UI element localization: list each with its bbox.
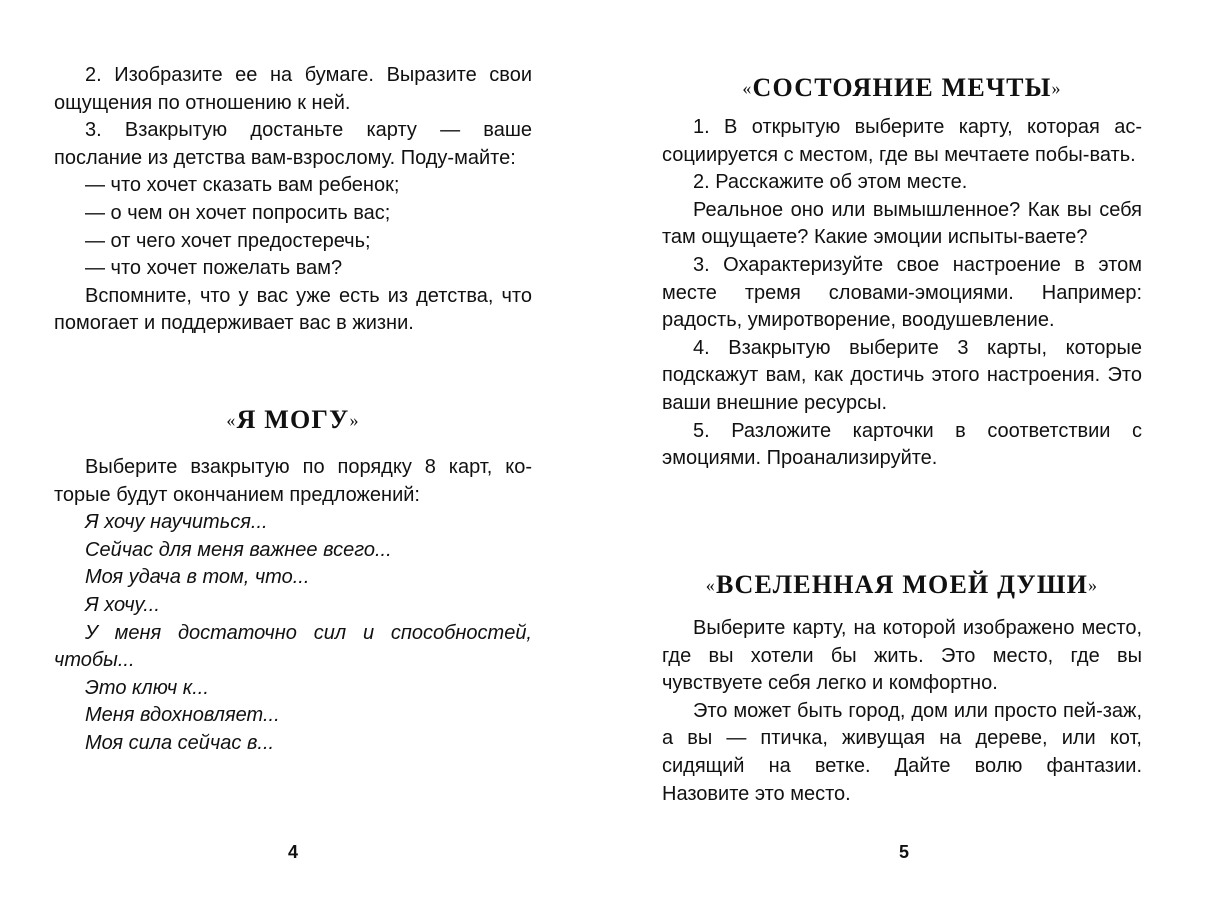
sentence-starter: Моя сила сейчас в... [85,731,275,754]
open-quote: « [226,410,237,430]
sentence-starter: У меня достаточно сил и способностей, чтобы... [54,621,532,672]
list-item: — что хочет сказать вам ребенок; [85,174,400,197]
section-heading [662,72,1142,104]
close-quote: » [1088,575,1099,595]
open-quote: « [742,78,753,98]
paragraph: 4. Взакрытую выберите 3 карты, которые подскажут вам, как достичь этого настроения. Это ваши внешние ресурсы. [662,336,1142,414]
list-item: — о чем он хочет попросить вас; [85,201,391,224]
paragraph: Реальное оно или вымышленное? Как вы себя там ощущаете? Какие эмоции испыты-ваете? [662,198,1142,249]
sentence-starter: Меня вдохновляет... [85,704,280,727]
section-title: Я МОГУ [236,405,350,434]
open-quote: « [705,575,716,595]
section-intro: Выберите взакрытую по порядку 8 карт, ко-торые будут окончанием предложений: [54,456,532,506]
close-quote: » [1051,78,1062,98]
sentence-starter: Я хочу... [85,593,160,616]
page-number: 5 [898,842,909,862]
paragraph: Это может быть город, дом или просто пей-заж, а вы — птичка, живущая на дереве, или кот, сидящий на ветке. Дайте волю фантазии. Назовите это место. [662,699,1142,805]
section-vselennaya-moei-dushi [662,569,1142,808]
paragraph: 2. Расскажите об этом месте. [693,171,968,194]
paragraph: 1. В открытую выберите карту, которая ас-социируется с местом, где вы мечтаете побы-вать. [662,116,1142,166]
paragraph: 3. Взакрытую достаньте карту — ваше послание из детства вам-взрослому. Поду-майте: [54,119,532,169]
close-quote: » [349,410,360,430]
paragraph: 2. Изобразите ее на бумаге. Выразите свои ощущения по отношению к ней. [54,64,532,114]
paragraph: 5. Разложите карточки в соответствии с эмоциями. Проанализируйте. [662,419,1142,470]
sentence-starter: Это ключ к... [85,676,209,699]
left-page-body [54,62,532,338]
section-heading [662,569,1142,601]
section-heading [54,404,532,436]
paragraph: Выберите карту, на которой изображено место, где вы хотели бы жить. Это место, где вы чувствуете себя легко и комфортно. [662,617,1142,695]
paragraph: 3. Охарактеризуйте свое настроение в этом месте тремя словами-эмоциями. Например: радость, умиротворение, воодушевление. [662,253,1142,332]
section-ya-mogu [54,404,532,758]
section-title: ВСЕЛЕННАЯ МОЕЙ ДУШИ [715,570,1089,599]
list-item: — что хочет пожелать вам? [85,257,343,280]
right-page [662,0,1142,900]
sentence-starter: Я хочу научиться... [85,511,268,534]
section-title: СОСТОЯНИЕ МЕЧТЫ [752,73,1052,102]
list-item: — от чего хочет предостеречь; [85,229,371,252]
section-sostoyanie-mechty [662,72,1142,473]
left-page [54,0,532,900]
page-number: 4 [287,842,298,862]
sentence-starter: Сейчас для меня важнее всего... [85,538,392,561]
sentence-starter: Моя удача в том, что... [85,566,310,589]
paragraph: Вспомните, что у вас уже есть из детства, что помогает и поддерживает вас в жизни. [54,284,532,335]
